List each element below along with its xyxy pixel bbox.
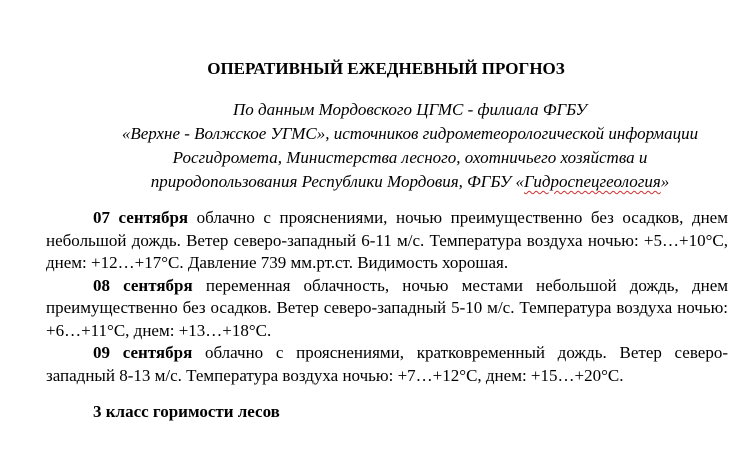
forecast-text: облачно с прояснениями, ночью преимущественно без осадков, днем небольшой дождь. Ветер северо-западный 6-11 м/с. Температура воздуха ночью: +5…+10°С, днем: +12…+17°С. Давление 739 мм.рт.ст. Видимость хорошая. — [46, 208, 728, 272]
source-line-1: По данным Мордовского ЦГМС - филиала ФГБУ — [233, 100, 587, 119]
forecast-section — [46, 207, 728, 387]
forecast-day-2 — [46, 275, 728, 343]
source-line-4-prefix: природопользования Республики Мордовия, ФГБУ « — [150, 172, 524, 191]
forecast-day-1 — [46, 207, 728, 275]
forecast-day-3 — [46, 342, 728, 387]
fire-danger-class: 3 класс горимости лесов — [93, 402, 280, 421]
forecast-date: 07 сентября — [93, 208, 189, 227]
forecast-text: облачно с прояснениями, кратковременный дождь. Ветер северо-западный 8-13 м/с. Температура воздуха ночью: +7…+12°С, днем: +15…+20°С. — [46, 343, 728, 385]
source-attribution — [30, 98, 752, 194]
source-line-3: Росгидромета, Министерства лесного, охотничьего хозяйства и — [172, 148, 648, 167]
forecast-date: 08 сентября — [93, 275, 193, 295]
source-line-4-suffix: » — [660, 172, 670, 191]
forecast-date: 09 сентября — [93, 343, 193, 362]
forecast-text: переменная облачность, ночью местами небольшой дождь, днем преимущественно без осадков. Ветер северо-западный 5-10 м/с. Температура воздуха ночью: +6…+11°С, днем: +13…+18°С. — [46, 275, 729, 340]
spellcheck-marked-org-name: Гидроспецгеология — [524, 172, 661, 191]
source-line-4 — [30, 170, 752, 194]
source-line-2: «Верхне - Волжское УГМС», источников гидрометеорологической информации — [121, 124, 699, 143]
document-title: ОПЕРАТИВНЫЙ ЕЖЕДНЕВНЫЙ ПРОГНОЗ — [207, 59, 565, 78]
